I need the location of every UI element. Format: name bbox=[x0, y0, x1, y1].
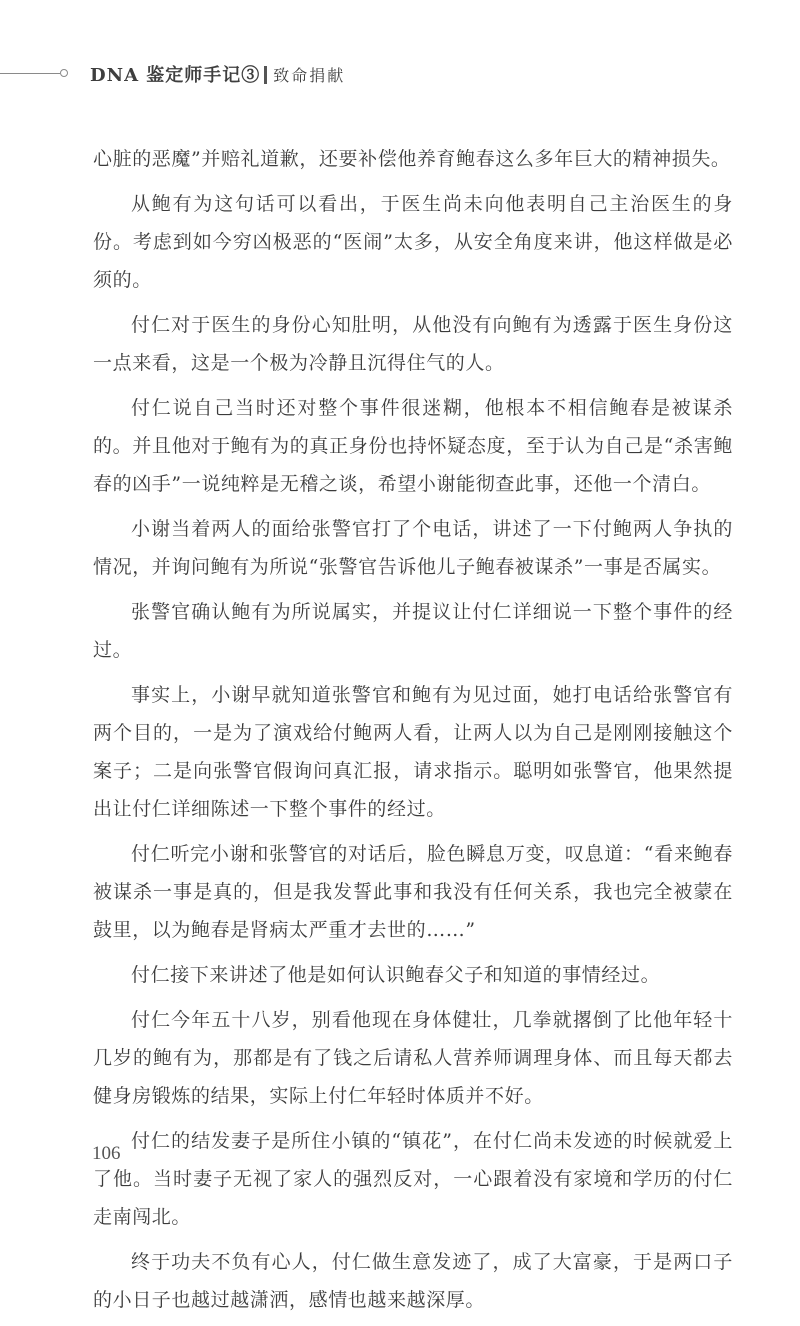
running-header bbox=[0, 58, 800, 88]
paragraph: 付仁接下来讲述了他是如何认识鲍春父子和知道的事情经过。 bbox=[131, 964, 661, 986]
paragraph: 付仁今年五十八岁，别看他现在身体健壮，几拳就撂倒了比他年轻十几岁的鲍有为，那都是有了钱之后请私人营养师调理身体、而且每天都去健身房锻炼的结果，实际上付仁年轻时体质并不好。 bbox=[93, 1009, 733, 1107]
paragraph: 事实上，小谢早就知道张警官和鲍有为见过面，她打电话给张警官有两个目的，一是为了演戏给付鲍两人看，让两人以为自己是刚刚接触这个案子；二是向张警官假询问真汇报，请求指示。聪明如张警官，他果然提出让付仁详细陈述一下整个事件的经过。 bbox=[93, 684, 733, 820]
book-subtitle: 致命捐献 bbox=[273, 66, 346, 85]
paragraph: 终于功夫不负有心人，付仁做生意发迹了，成了大富豪，于是两口子的小日子也越过越潇洒，感情也越来越深厚。 bbox=[93, 1251, 733, 1311]
book-title-text: DNA 鉴定师手记③ bbox=[90, 65, 261, 86]
paragraph: 张警官确认鲍有为所说属实，并提议让付仁详细说一下整个事件的经过。 bbox=[93, 601, 733, 661]
paragraph: 付仁的结发妻子是所住小镇的“镇花”，在付仁尚未发迹的时候就爱上了他。当时妻子无视了家人的强烈反对，一心跟着没有家境和学历的付仁走南闯北。 bbox=[93, 1130, 733, 1228]
paragraph: 心脏的恶魔”并赔礼道歉，还要补偿他养育鲍春这么多年巨大的精神损失。 bbox=[93, 148, 731, 170]
paragraph: 从鲍有为这句话可以看出，于医生尚未向他表明自己主治医生的身份。考虑到如今穷凶极恶的“医闹”太多，从安全角度来讲，他这样做是必须的。 bbox=[93, 193, 733, 291]
book-title bbox=[90, 61, 345, 87]
paragraph: 付仁说自己当时还对整个事件很迷糊，他根本不相信鲍春是被谋杀的。并且他对于鲍有为的真正身份也持怀疑态度，至于认为自己是“杀害鲍春的凶手”一说纯粹是无稽之谈，希望小谢能彻查此事，还他一个清白。 bbox=[93, 397, 733, 495]
page-number: 106 bbox=[92, 1143, 121, 1164]
page-body bbox=[93, 140, 733, 1326]
header-rule bbox=[0, 73, 60, 74]
paragraph: 付仁听完小谢和张警官的对话后，脸色瞬息万变，叹息道：“看来鲍春被谋杀一事是真的，但是我发誓此事和我没有任何关系，我也完全被蒙在鼓里，以为鲍春是肾病太严重才去世的……” bbox=[93, 843, 733, 941]
paragraph: 小谢当着两人的面给张警官打了个电话，讲述了一下付鲍两人争执的情况，并询问鲍有为所说“张警官告诉他儿子鲍春被谋杀”一事是否属实。 bbox=[93, 518, 733, 578]
title-separator bbox=[264, 66, 267, 84]
header-rule-dot bbox=[60, 69, 68, 77]
paragraph: 付仁对于医生的身份心知肚明，从他没有向鲍有为透露于医生身份这一点来看，这是一个极为冷静且沉得住气的人。 bbox=[93, 314, 733, 374]
